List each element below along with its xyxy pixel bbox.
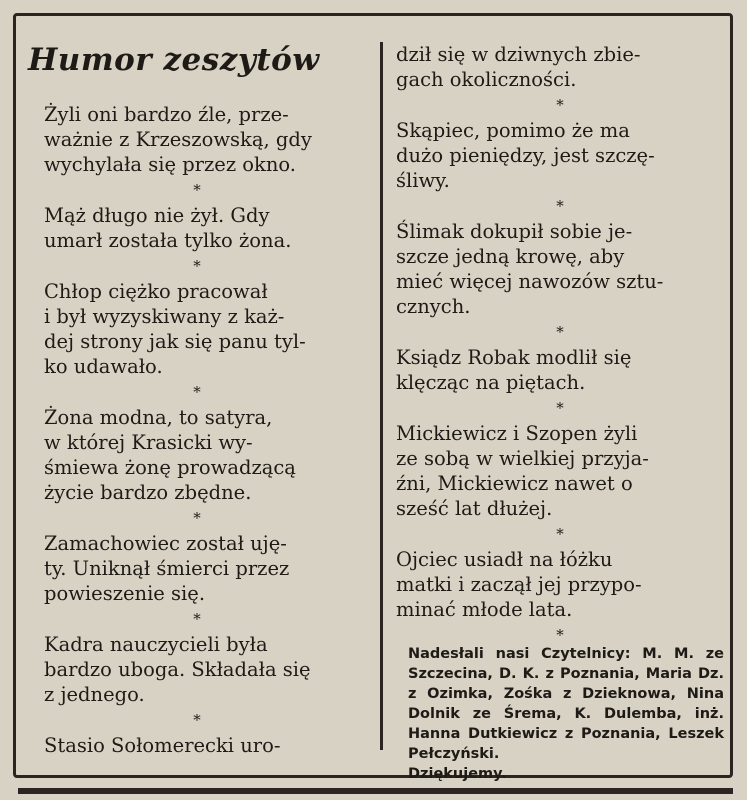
credits-thanks: Dziękujemy. xyxy=(408,766,507,782)
joke-paragraph: Chłop ciężko pracował i był wyzyskiwany z każ- dej strony jak się panu tyl- ko udawało. xyxy=(44,280,306,378)
joke-paragraph: dził się w dziwnych zbie- gach okoliczności. xyxy=(396,43,641,91)
joke-paragraph: Ojciec usiadł na łóżku matki i zaczął jej przypo- minać młode lata. xyxy=(396,548,642,621)
credits-text: Nadesłali nasi Czytelnicy: M. M. ze Szczecina, D. K. z Poznania, Maria Dz. z Ozimka, Zośka z Dzieknowa, Nina Dolnik ze Śrema, K. Dulemba, inż. Hanna Dutkiewicz z Poznania, Leszek Pełczyński. xyxy=(408,646,724,762)
joke-paragraph: Skąpiec, pomimo że ma dużo pieniędzy, jest szczę- śliwy. xyxy=(396,119,655,192)
article-title: Humor zeszytów xyxy=(28,42,320,78)
separator-star: * xyxy=(556,626,564,644)
joke-paragraph: Żona modna, to satyra, w której Krasicki wy- śmiewa żonę prowadzącą życie bardzo zbędne. xyxy=(44,406,296,504)
separator-star: * xyxy=(556,197,564,215)
separator-star: * xyxy=(193,383,201,401)
joke-paragraph: Mąż długo nie żył. Gdy umarł została tylko żona. xyxy=(44,204,292,252)
column-divider xyxy=(380,42,383,750)
separator-star: * xyxy=(193,181,201,199)
separator-star: * xyxy=(556,399,564,417)
joke-paragraph: Mickiewicz i Szopen żyli ze sobą w wielkiej przyja- źni, Mickiewicz nawet o sześć lat dłużej. xyxy=(396,422,649,520)
joke-paragraph: Kadra nauczycieli była bardzo uboga. Składała się z jednego. xyxy=(44,633,311,706)
separator-star: * xyxy=(193,610,201,628)
joke-paragraph: Żyli oni bardzo źle, prze- ważnie z Krzeszowską, gdy wychylała się przez okno. xyxy=(44,103,312,176)
joke-paragraph: Stasio Sołomerecki uro- xyxy=(44,734,281,757)
joke-paragraph: Ksiądz Robak modlił się klęcząc na piętach. xyxy=(396,346,632,394)
separator-star: * xyxy=(556,96,564,114)
separator-star: * xyxy=(193,257,201,275)
joke-paragraph: Zamachowiec został uję- ty. Uniknął śmierci przez powieszenie się. xyxy=(44,532,290,605)
bottom-rule xyxy=(18,788,733,794)
left-column xyxy=(28,30,366,762)
joke-paragraph: Ślimak dokupił sobie je- szcze jedną krowę, aby mieć więcej nawozów sztu- cznych. xyxy=(396,220,664,318)
right-column xyxy=(396,42,724,784)
left-items xyxy=(28,102,366,758)
separator-star: * xyxy=(193,711,201,729)
credits xyxy=(408,644,724,784)
separator-star: * xyxy=(556,525,564,543)
separator-star: * xyxy=(556,323,564,341)
separator-star: * xyxy=(193,509,201,527)
right-items xyxy=(396,42,724,644)
